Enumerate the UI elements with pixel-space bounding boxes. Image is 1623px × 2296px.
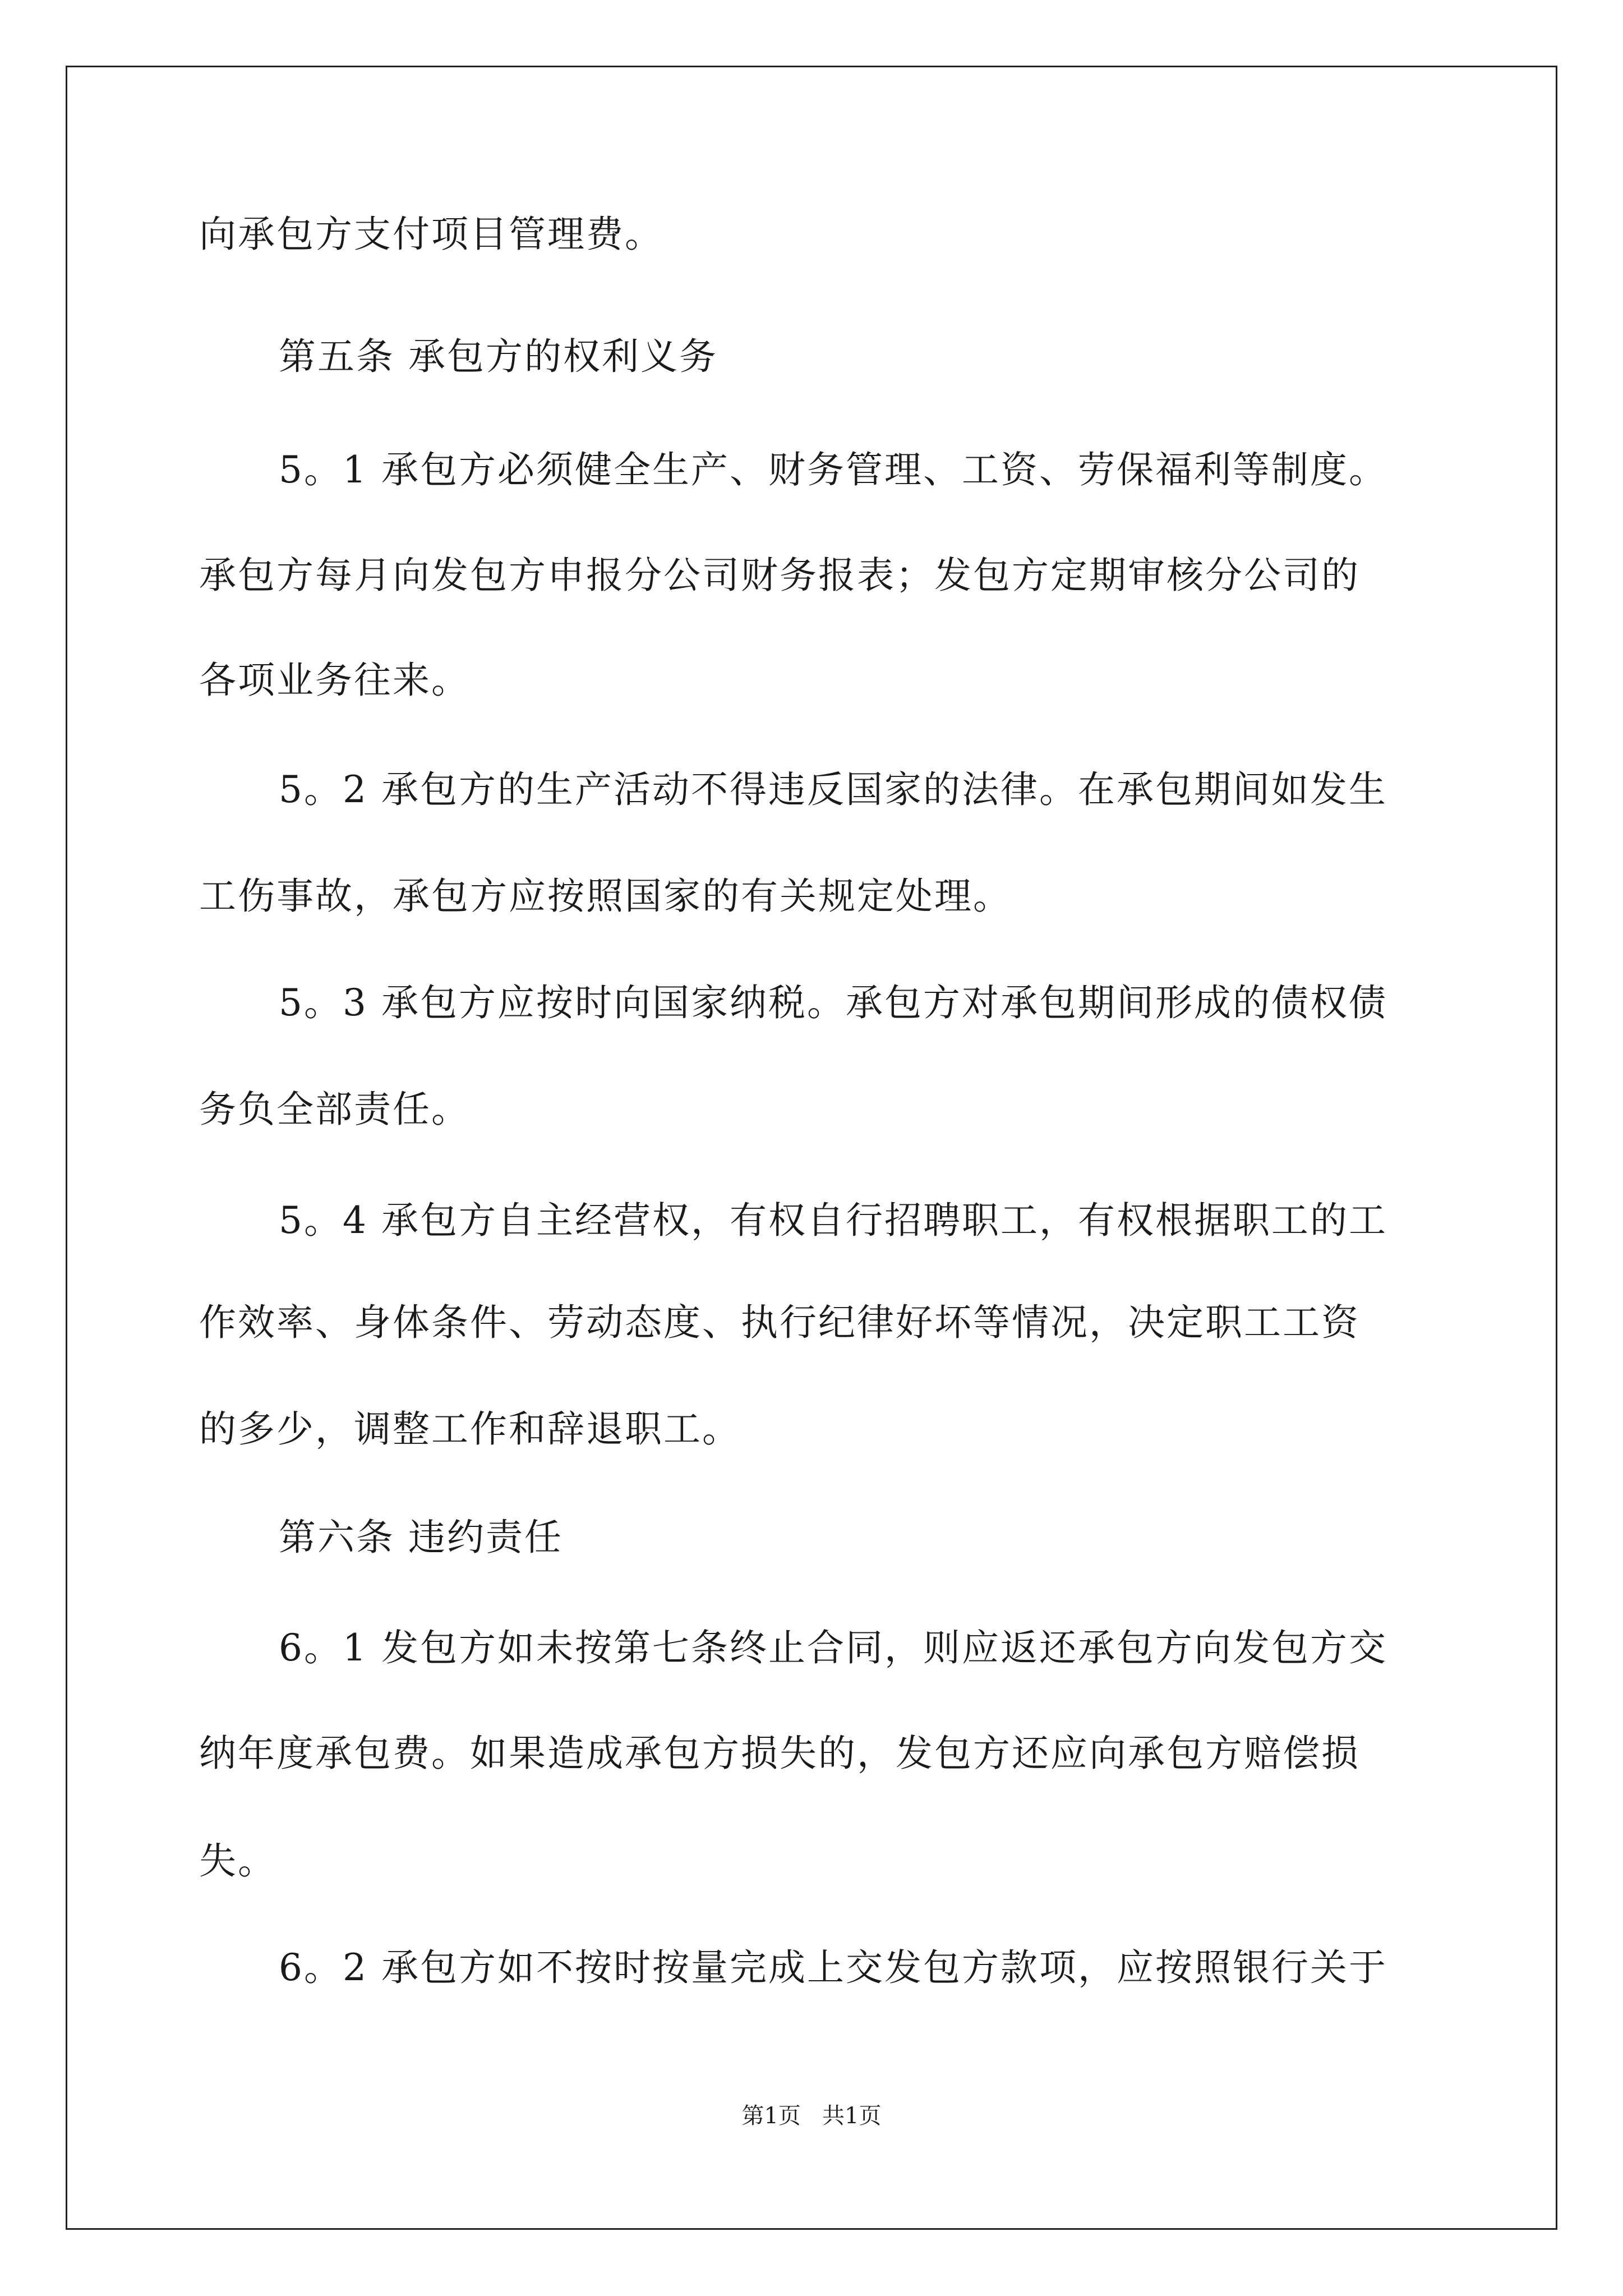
- section-heading: 第六条 违约责任: [279, 1516, 563, 1559]
- text-line: 向承包方支付项目管理费。: [199, 213, 663, 256]
- text-line: 失。: [199, 1839, 276, 1883]
- clause-line: 6。1 发包方如未按第七条终止合同，则应返还承包方向发包方交: [279, 1626, 1387, 1669]
- text-line: 承包方每月向发包方申报分公司财务报表；发包方定期审核分公司的: [199, 554, 1360, 597]
- clause-line: 5。4 承包方自主经营权，有权自行招聘职工，有权根据职工的工: [279, 1199, 1387, 1242]
- clause-line: 5。1 承包方必须健全生产、财务管理、工资、劳保福利等制度。: [279, 448, 1387, 491]
- page-border: [66, 66, 1557, 2230]
- text-line: 务负全部责任。: [199, 1088, 470, 1131]
- text-line: 纳年度承包费。如果造成承包方损失的，发包方还应向承包方赔偿损: [199, 1732, 1360, 1775]
- clause-line: 6。2 承包方如不按时按量完成上交发包方款项，应按照银行关于: [279, 1946, 1387, 1989]
- text-line: 各项业务往来。: [199, 659, 470, 702]
- text-line: 的多少，调整工作和辞退职工。: [199, 1407, 741, 1451]
- page-footer: 第1页 共1页: [741, 2103, 882, 2129]
- text-line: 工伤事故，承包方应按照国家的有关规定处理。: [199, 875, 1012, 918]
- clause-line: 5。3 承包方应按时向国家纳税。承包方对承包期间形成的债权债: [279, 981, 1387, 1024]
- clause-line: 5。2 承包方的生产活动不得违反国家的法律。在承包期间如发生: [279, 768, 1387, 811]
- text-line: 作效率、身体条件、劳动态度、执行纪律好坏等情况，决定职工工资: [199, 1301, 1360, 1344]
- section-heading: 第五条 承包方的权利义务: [279, 335, 718, 378]
